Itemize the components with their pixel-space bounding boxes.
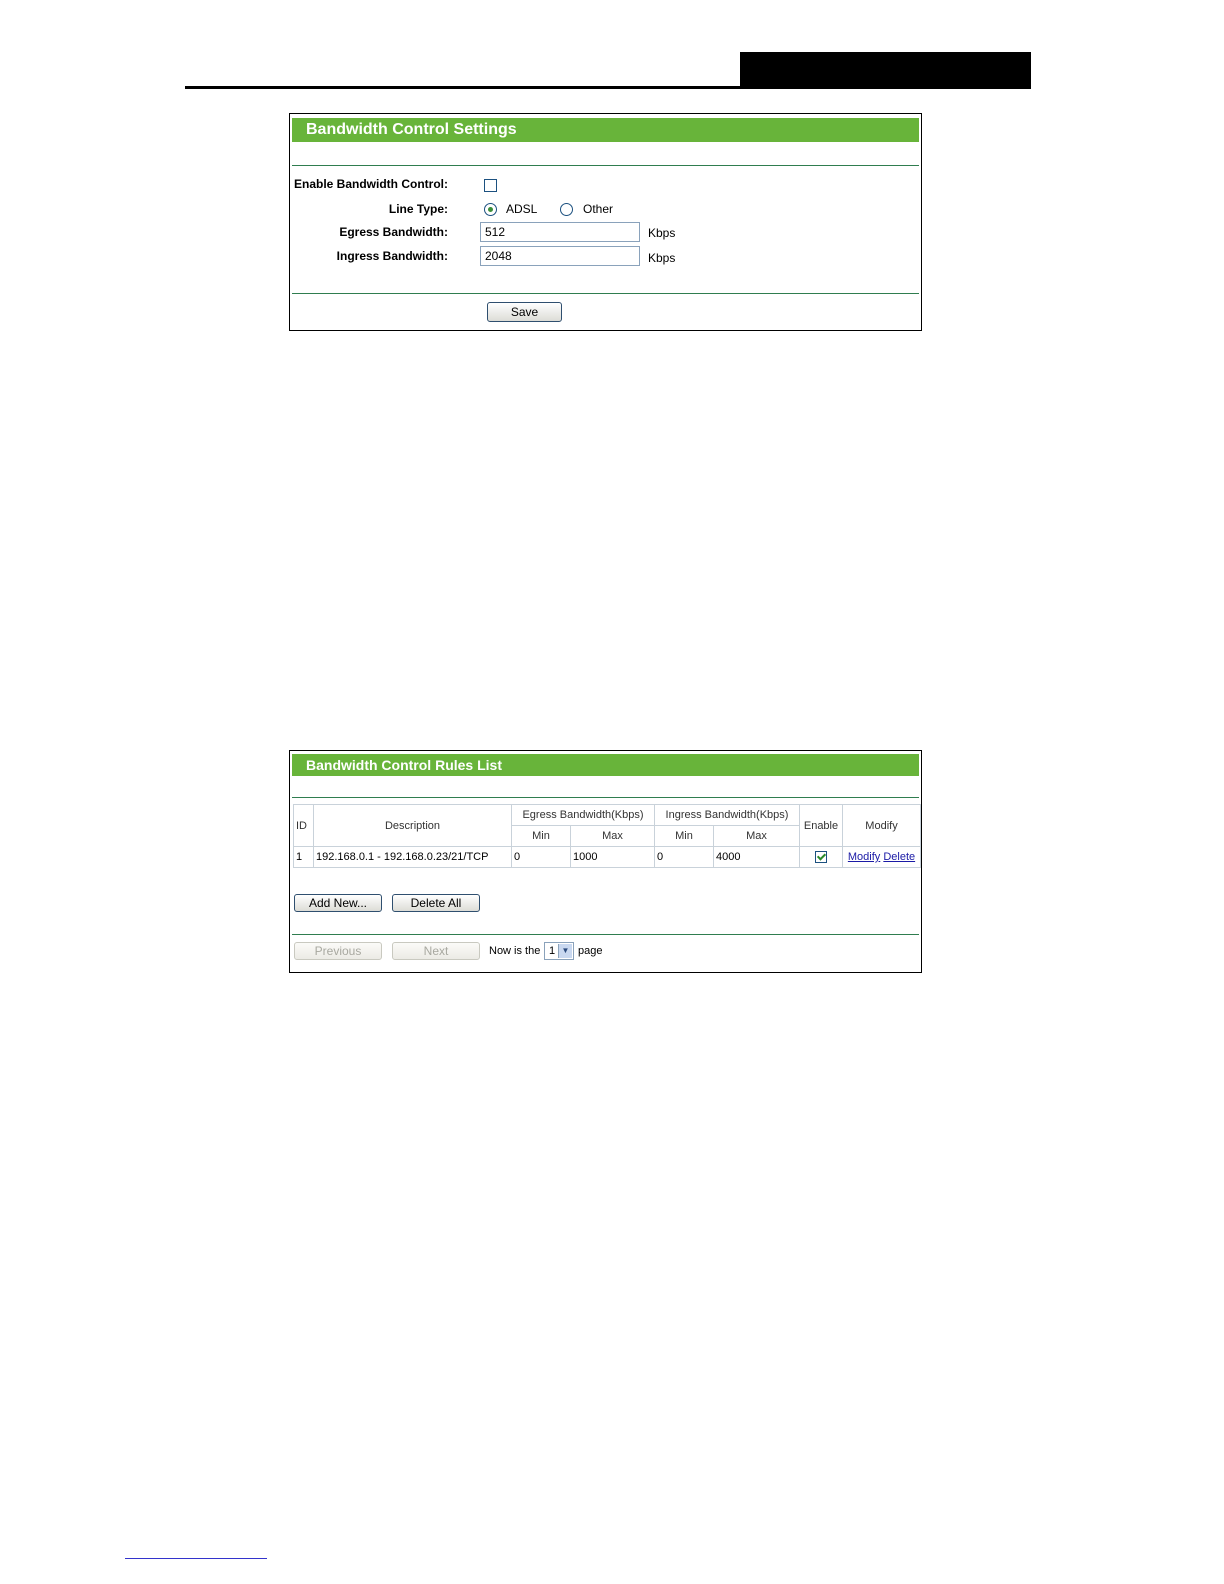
enable-label: Enable Bandwidth Control: <box>294 177 448 191</box>
other-radio[interactable] <box>560 203 573 216</box>
adsl-radio[interactable] <box>484 203 497 216</box>
col-ingress-min: Min <box>655 826 714 847</box>
delete-all-button[interactable]: Delete All <box>392 894 480 912</box>
divider <box>292 165 919 166</box>
enable-bandwidth-checkbox[interactable] <box>484 179 497 192</box>
cell-ingress-min: 0 <box>655 847 714 868</box>
rules-title: Bandwidth Control Rules List <box>292 754 919 776</box>
rules-table <box>293 804 921 868</box>
egress-label: Egress Bandwidth: <box>339 225 448 239</box>
previous-button[interactable]: Previous <box>294 942 382 960</box>
egress-unit: Kbps <box>648 226 676 240</box>
header-rule <box>185 86 1031 89</box>
rule-enabled-checkbox[interactable] <box>815 851 827 863</box>
line-type-label: Line Type: <box>388 202 448 216</box>
col-egress-max: Max <box>571 826 655 847</box>
save-button[interactable]: Save <box>487 302 562 322</box>
ingress-label: Ingress Bandwidth: <box>336 249 448 263</box>
page-select-value: 1 <box>549 945 556 957</box>
col-ingress-max: Max <box>714 826 800 847</box>
ingress-unit: Kbps <box>648 251 676 265</box>
cell-description: 192.168.0.1 - 192.168.0.23/21/TCP <box>314 847 512 868</box>
bandwidth-settings-panel <box>289 113 922 331</box>
chevron-down-icon: ▼ <box>558 944 572 958</box>
cell-id: 1 <box>294 847 314 868</box>
divider <box>292 797 919 798</box>
modify-link[interactable]: Modify <box>847 851 881 863</box>
cell-enable <box>800 847 843 868</box>
delete-link[interactable]: Delete <box>883 851 916 863</box>
cell-egress-max: 1000 <box>571 847 655 868</box>
col-ingress: Ingress Bandwidth(Kbps) <box>655 805 800 826</box>
page-select[interactable] <box>544 942 574 960</box>
divider <box>292 934 919 935</box>
divider <box>292 293 919 294</box>
cell-modify <box>843 847 921 868</box>
table-row <box>294 847 921 868</box>
bandwidth-rules-panel <box>289 750 922 973</box>
cell-egress-min: 0 <box>512 847 571 868</box>
settings-title: Bandwidth Control Settings <box>292 118 919 142</box>
col-egress-min: Min <box>512 826 571 847</box>
col-description: Description <box>314 805 512 847</box>
next-button[interactable]: Next <box>392 942 480 960</box>
egress-input[interactable] <box>480 222 640 242</box>
other-label: Other <box>583 202 614 216</box>
cell-ingress-max: 4000 <box>714 847 800 868</box>
adsl-label: ADSL <box>506 202 538 216</box>
col-egress: Egress Bandwidth(Kbps) <box>512 805 655 826</box>
ingress-input[interactable] <box>480 246 640 266</box>
header-block <box>740 52 1031 89</box>
footer-link-rule <box>125 1558 267 1559</box>
page-label: page <box>578 945 603 957</box>
now-is-the-label: Now is the <box>489 945 541 957</box>
col-id: ID <box>294 805 314 847</box>
col-enable: Enable <box>800 805 843 847</box>
add-new-button[interactable]: Add New... <box>294 894 382 912</box>
col-modify: Modify <box>843 805 921 847</box>
